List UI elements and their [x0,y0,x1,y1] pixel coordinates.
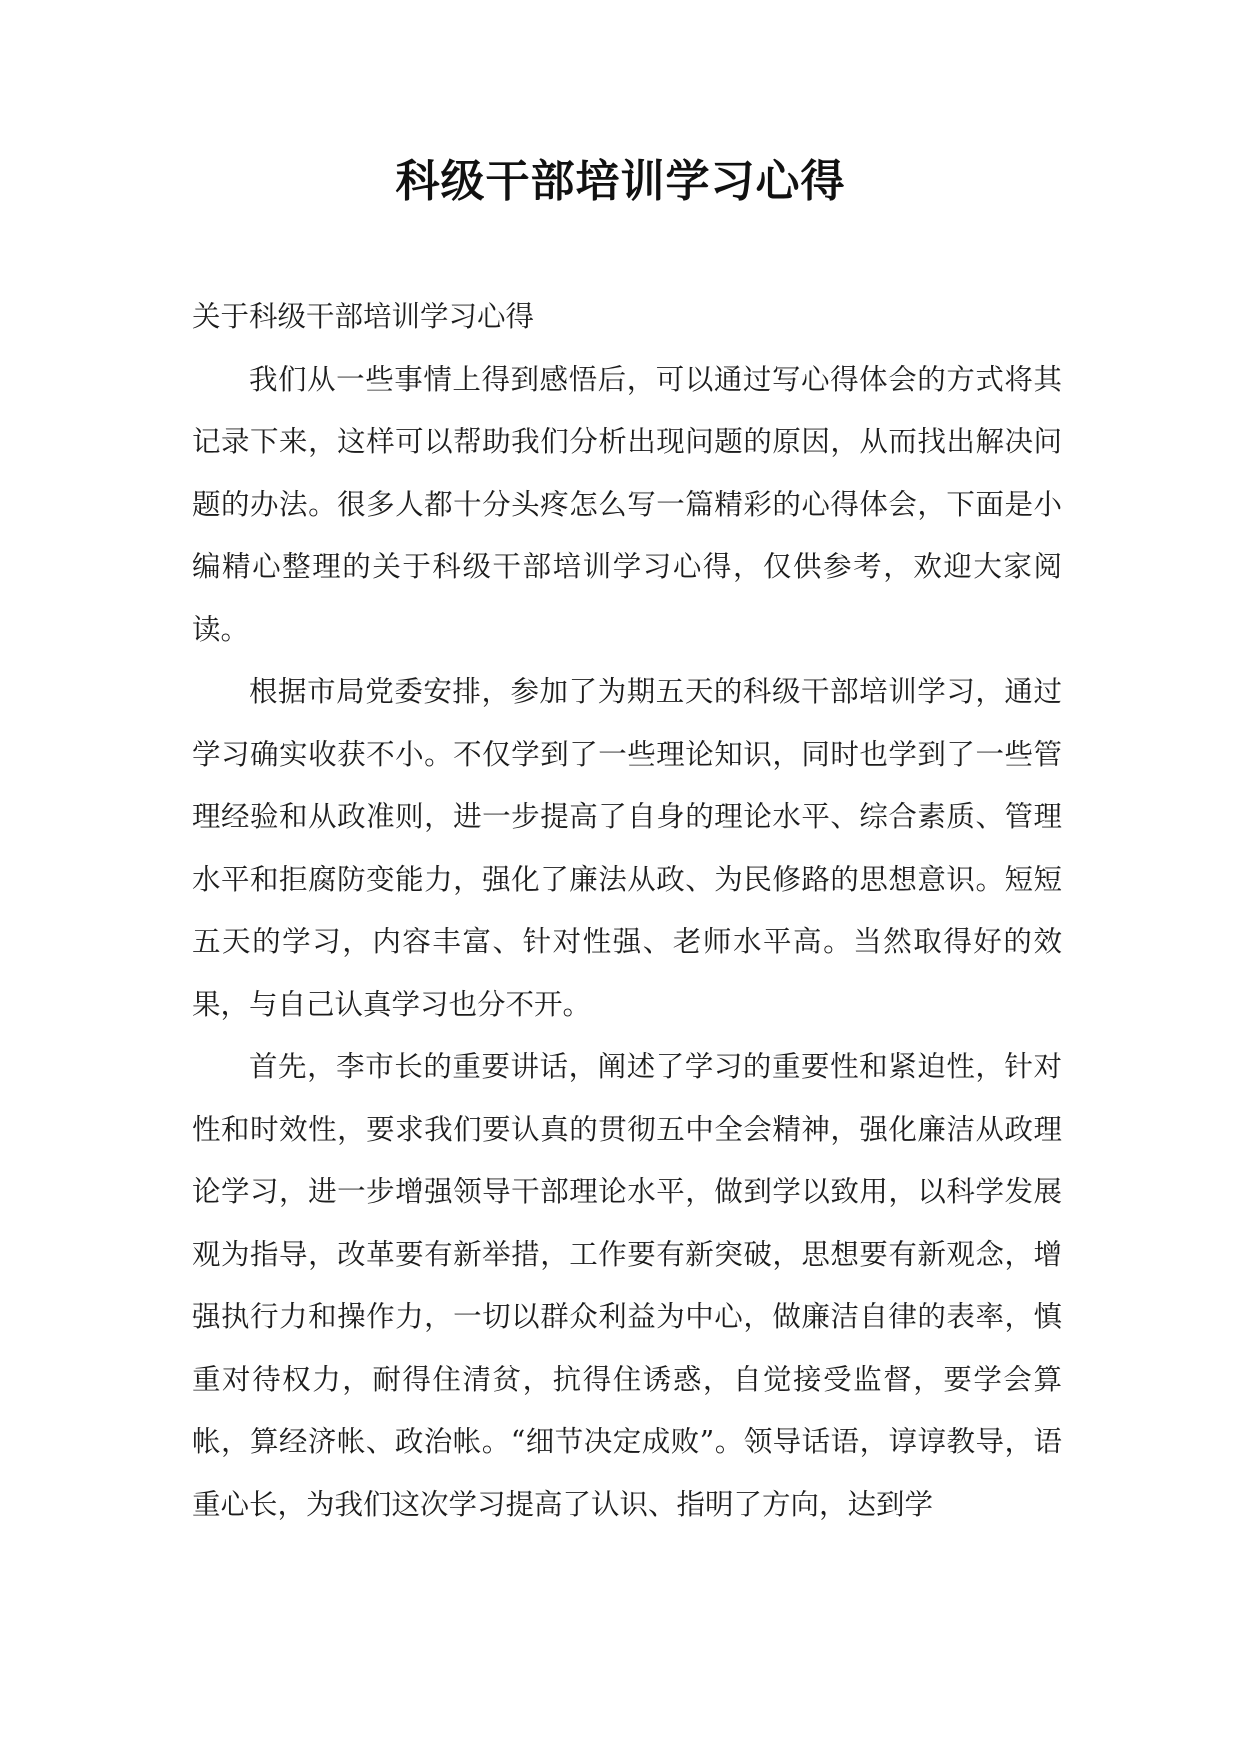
document-title: 科级干部培训学习心得 [395,156,846,207]
document-subtitle: 关于科级干部培训学习心得 [192,300,535,333]
paragraph-speech: 首先，李市长的重要讲话，阐述了学习的重要性和紧迫性，针对性和时效性，要求我们要认真的贯彻五中全会精神，强化廉洁从政理论学习，进一步增强领导干部理论水平，做到学以致用，以科学发展观为指导，改革要有新举措，工作要有新突破，思想要有新观念，增强执行力和操作力，一切以群众利益为中心，做廉洁自律的表率，慎重对待权力，耐得住清贫，抗得住诱惑，自觉接受监督，要学会算帐，算经济帐、政治帐。“细节决定成败”。领导话语，谆谆教导，语重心长，为我们这次学习提高了认识、指明了方向，达到学 [192,1050,1062,1521]
paragraph-training: 根据市局党委安排，参加了为期五天的科级干部培训学习，通过学习确实收获不小。不仅学到了一些理论知识，同时也学到了一些管理经验和从政准则，进一步提高了自身的理论水平、综合素质、管理水平和拒腐防变能力，强化了廉法从政、为民修路的思想意识。短短五天的学习，内容丰富、针对性强、老师水平高。当然取得好的效果，与自己认真学习也分不开。 [192,675,1062,1021]
paragraph-intro: 我们从一些事情上得到感悟后，可以通过写心得体会的方式将其记录下来，这样可以帮助我们分析出现问题的原因，从而找出解决问题的办法。很多人都十分头疼怎么写一篇精彩的心得体会，下面是小编精心整理的关于科级干部培训学习心得，仅供参考，欢迎大家阅读。 [192,362,1062,646]
document-body [192,286,1062,1536]
